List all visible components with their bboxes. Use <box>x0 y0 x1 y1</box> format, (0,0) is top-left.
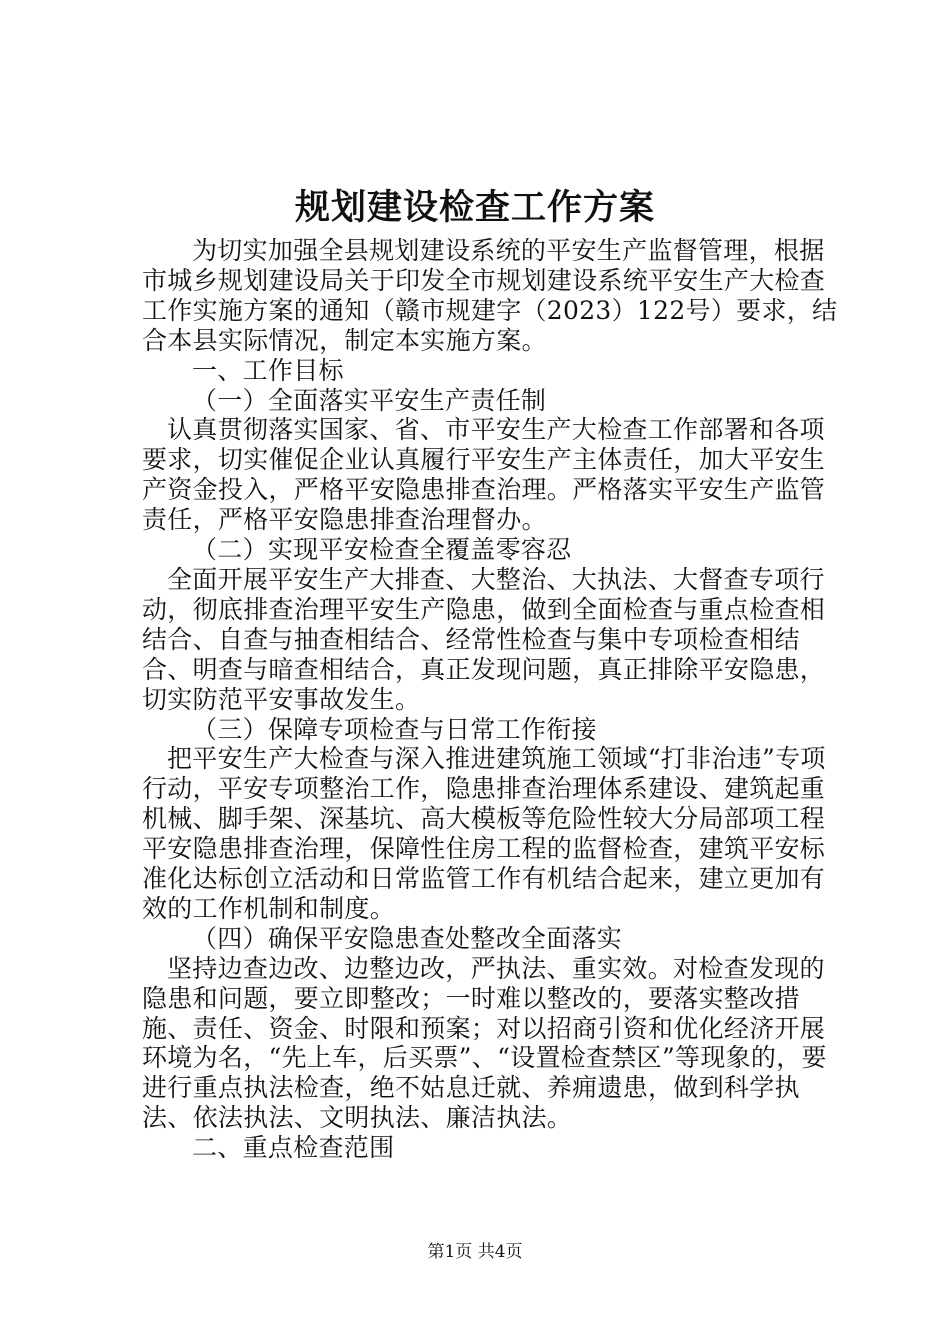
paragraph-1: 认真贯彻落实国家、省、市平安生产大检查工作部署和各项要求，切实催促企业认真履行平安生产主体责任，加大平安生产资金投入，严格平安隐患排查治理。严格落实平安生产监管责任，严格平安隐患排查治理督办。 <box>142 415 826 535</box>
subsection-heading-3: （三）保障专项检查与日常工作衔接 <box>192 714 597 744</box>
paragraph-intro: 为切实加强全县规划建设系统的平安生产监督管理，根据市城乡规划建设局关于印发全市规划建设系统平安生产大检查工作实施方案的通知（赣市规建字（2023）122号）要求，结合本县实际情况，制定本实施方案。 <box>142 236 838 355</box>
subsection-heading-4: （四）确保平安隐患查处整改全面落实 <box>192 923 623 953</box>
document-title: 规划建设检查工作方案 <box>294 188 655 228</box>
section-heading-goals: 一、工作目标 <box>192 355 344 385</box>
paragraph-2: 全面开展平安生产大排查、大整治、大执法、大督查专项行动，彻底排查治理平安生产隐患，做到全面检查与重点检查相结合、自查与抽查相结合、经常性检查与集中专项检查相结合、明查与暗查相结合，真正发现问题，真正排除平安隐患，切实防范平安事故发生。 <box>142 564 826 714</box>
document-body <box>142 236 842 1163</box>
subsection-heading-1: （一）全面落实平安生产责任制 <box>192 385 547 415</box>
paragraph-3: 把平安生产大检查与深入推进建筑施工领域“打非治违”专项行动，平安专项整治工作，隐患排查治理体系建设、建筑起重机械、脚手架、深基坑、高大模板等危险性较大分局部项工程平安隐患排查治理，保障性住房工程的监督检查，建筑平安标准化达标创立活动和日常监管工作有机结合起来，建立更加有效的工作机制和制度。 <box>142 744 826 923</box>
section-heading-scope: 二、重点检查范围 <box>192 1133 395 1163</box>
page-footer: 第1页 共4页 <box>427 1242 523 1262</box>
subsection-heading-2: （二）实现平安检查全覆盖零容忍 <box>192 535 572 565</box>
paragraph-4: 坚持边查边改、边整边改，严执法、重实效。对检查发现的隐患和问题，要立即整改；一时难以整改的，要落实整改措施、责任、资金、时限和预案；对以招商引资和优化经济开展环境为名，“先上车，后买票”、“设置检查禁区”等现象的，要进行重点执法检查，绝不姑息迁就、养痈遗患，做到科学执法、依法执法、文明执法、廉洁执法。 <box>142 953 827 1133</box>
